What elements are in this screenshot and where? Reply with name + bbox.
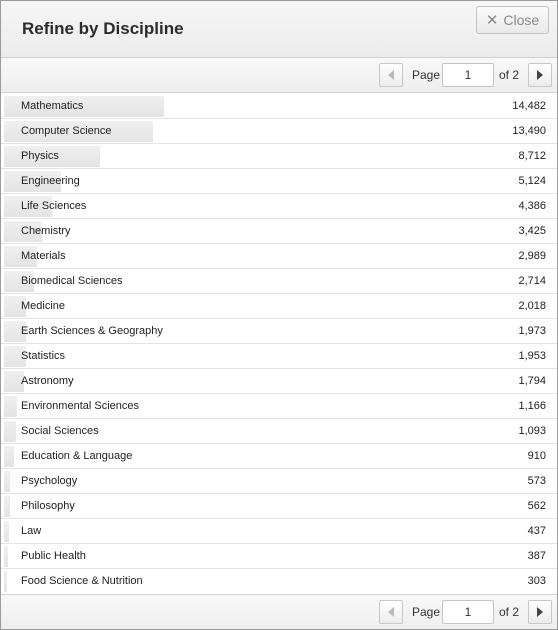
discipline-count: 573 — [527, 475, 546, 487]
discipline-row[interactable] — [1, 394, 557, 419]
discipline-label: Astronomy — [21, 375, 74, 387]
pager-top — [1, 58, 557, 93]
discipline-label: Biomedical Sciences — [21, 275, 123, 287]
page-label: Page — [412, 68, 441, 82]
discipline-row[interactable] — [1, 444, 557, 469]
chevron-right-icon — [537, 70, 543, 80]
page-number-input[interactable] — [442, 600, 494, 624]
discipline-row[interactable] — [1, 369, 557, 394]
next-page-button[interactable] — [528, 63, 552, 87]
discipline-row[interactable] — [1, 219, 557, 244]
discipline-count: 13,490 — [512, 125, 546, 137]
discipline-label: Physics — [21, 150, 59, 162]
count-bar — [4, 496, 10, 517]
discipline-list — [1, 94, 557, 594]
discipline-row[interactable] — [1, 419, 557, 444]
discipline-row[interactable] — [1, 269, 557, 294]
close-button[interactable] — [476, 6, 549, 34]
page-total-label: of 2 — [499, 68, 520, 82]
discipline-label: Materials — [21, 250, 66, 262]
count-bar — [4, 571, 7, 592]
next-page-button[interactable] — [528, 600, 552, 624]
discipline-label: Social Sciences — [21, 425, 99, 437]
discipline-row[interactable] — [1, 294, 557, 319]
discipline-row[interactable] — [1, 494, 557, 519]
discipline-count: 1,794 — [518, 375, 546, 387]
discipline-row[interactable] — [1, 144, 557, 169]
discipline-row[interactable] — [1, 544, 557, 569]
discipline-label: Life Sciences — [21, 200, 87, 212]
page-total-label: of 2 — [499, 605, 520, 619]
count-bar — [4, 521, 9, 542]
discipline-label: Engineering — [21, 175, 80, 187]
discipline-row[interactable] — [1, 194, 557, 219]
discipline-count: 8,712 — [518, 150, 546, 162]
discipline-count: 2,018 — [518, 300, 546, 312]
close-button-label: Close — [503, 12, 540, 28]
chevron-left-icon — [388, 70, 394, 80]
chevron-left-icon — [388, 607, 394, 617]
discipline-label: Philosophy — [21, 500, 75, 512]
close-icon: ✕ — [485, 11, 499, 29]
discipline-label: Statistics — [21, 350, 66, 362]
discipline-label: Psychology — [21, 475, 78, 487]
chevron-right-icon — [537, 607, 543, 617]
discipline-row[interactable] — [1, 169, 557, 194]
count-bar — [4, 546, 8, 567]
pager-bottom — [1, 594, 557, 629]
count-bar — [4, 446, 14, 467]
discipline-count: 2,714 — [518, 275, 546, 287]
discipline-count: 3,425 — [518, 225, 546, 237]
count-bar — [4, 396, 17, 417]
discipline-label: Environmental Sciences — [21, 400, 140, 412]
modal-header — [1, 1, 557, 58]
discipline-label: Mathematics — [21, 100, 84, 112]
discipline-count: 5,124 — [518, 175, 546, 187]
count-bar — [4, 471, 10, 492]
discipline-row[interactable] — [1, 569, 557, 594]
discipline-row[interactable] — [1, 94, 557, 119]
discipline-label: Law — [21, 525, 42, 537]
discipline-count: 303 — [527, 575, 546, 587]
discipline-count: 1,166 — [518, 400, 546, 412]
discipline-count: 1,953 — [518, 350, 546, 362]
discipline-count: 2,989 — [518, 250, 546, 262]
discipline-label: Computer Science — [21, 125, 112, 137]
discipline-label: Food Science & Nutrition — [21, 575, 143, 587]
discipline-row[interactable] — [1, 344, 557, 369]
discipline-row[interactable] — [1, 319, 557, 344]
discipline-label: Medicine — [21, 300, 66, 312]
discipline-label: Education & Language — [21, 450, 133, 462]
discipline-count: 562 — [527, 500, 546, 512]
discipline-count: 387 — [527, 550, 546, 562]
discipline-label: Chemistry — [21, 225, 71, 237]
discipline-count: 1,973 — [518, 325, 546, 337]
discipline-row[interactable] — [1, 244, 557, 269]
discipline-count: 437 — [527, 525, 546, 537]
count-bar — [4, 421, 16, 442]
discipline-count: 1,093 — [518, 425, 546, 437]
prev-page-button[interactable] — [379, 600, 403, 624]
modal-title: Refine by Discipline — [22, 19, 184, 38]
discipline-count: 4,386 — [518, 200, 546, 212]
discipline-count: 910 — [527, 450, 546, 462]
page-label: Page — [412, 605, 441, 619]
discipline-label: Earth Sciences & Geography — [21, 325, 163, 337]
discipline-row[interactable] — [1, 519, 557, 544]
discipline-label: Public Health — [21, 550, 86, 562]
discipline-row[interactable] — [1, 469, 557, 494]
discipline-row[interactable] — [1, 119, 557, 144]
page-number-input[interactable] — [442, 63, 494, 87]
discipline-count: 14,482 — [512, 100, 546, 112]
prev-page-button[interactable] — [379, 63, 403, 87]
